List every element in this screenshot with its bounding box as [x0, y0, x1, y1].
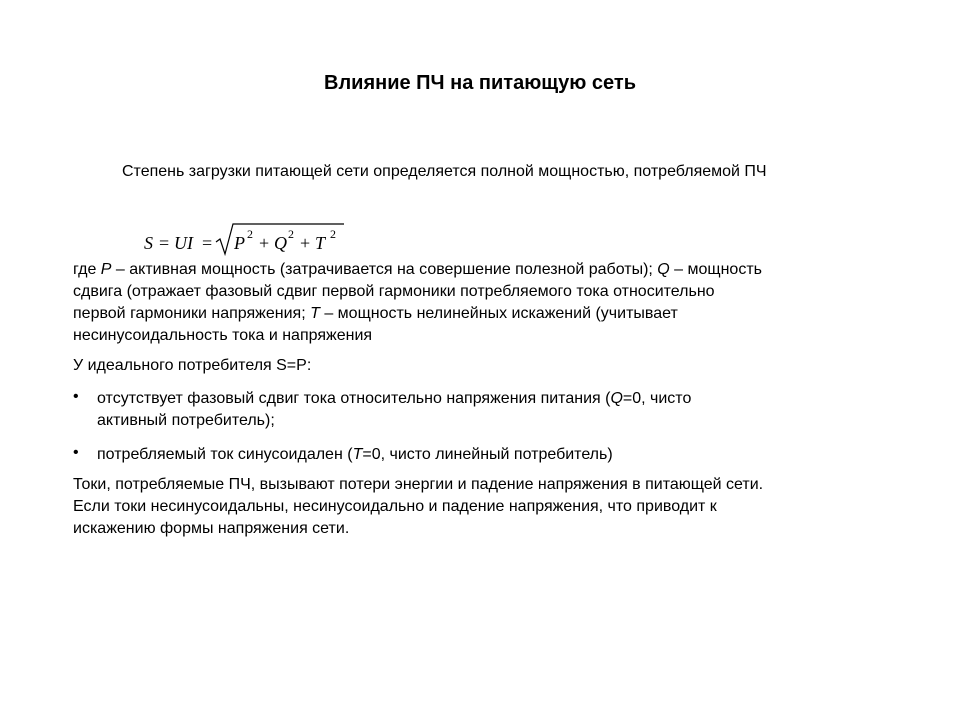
formula-q: Q	[274, 233, 287, 253]
formula-eq1: =	[159, 233, 170, 253]
formula-t: T	[315, 233, 326, 253]
power-formula	[144, 222, 354, 256]
var-t: T	[310, 305, 320, 322]
conclusion-line-3: искажению формы напряжения сети.	[73, 520, 350, 537]
definitions-line-2: сдвига (отражает фазовый сдвиг первой гармоники потребляемого тока относительно	[73, 283, 715, 300]
var-t: T	[352, 446, 363, 463]
bullet-item: • потребляемый ток синусоидален (T=0, чисто линейный потребитель)	[73, 444, 613, 463]
bullet-item: • отсутствует фазовый сдвиг тока относительно напряжения питания (Q=0, чисто активный потребитель);	[73, 388, 692, 429]
formula-exp-q: 2	[288, 227, 294, 241]
ideal-consumer-heading: У идеального потребителя S=P:	[73, 357, 312, 374]
formula-eq2: =	[202, 233, 213, 253]
formula-plus1: +	[259, 233, 270, 253]
conclusion-line-2: Если токи несинусоидальны, несинусоидально и падение напряжения, что приводит к	[73, 498, 717, 515]
definitions-paragraph	[73, 259, 893, 347]
definitions-line-4: несинусоидальность тока и напряжения	[73, 327, 373, 344]
var-q: Q	[610, 390, 623, 407]
bullet-symbol: •	[73, 444, 79, 461]
definitions-line-1: где P – активная мощность (затрачивается на совершение полезной работы); Q – мощность	[73, 261, 762, 278]
definitions-line-3: первой гармоники напряжения; T – мощность нелинейных искажений (учитывает	[73, 305, 678, 322]
formula-plus2: +	[300, 233, 311, 253]
slide-title: Влияние ПЧ на питающую сеть	[324, 72, 636, 94]
conclusion-paragraph	[73, 474, 893, 540]
var-q: Q	[657, 261, 670, 278]
formula-exp-p: 2	[247, 227, 253, 241]
intro-text: Степень загрузки питающей сети определяется полной мощностью, потребляемой ПЧ	[122, 163, 767, 180]
formula-s: S	[144, 233, 153, 253]
bullet-symbol: •	[73, 388, 79, 405]
formula-p: P	[234, 233, 245, 253]
formula-exp-t: 2	[330, 227, 336, 241]
bullet-list	[73, 388, 893, 478]
conclusion-line-1: Токи, потребляемые ПЧ, вызывают потери энергии и падение напряжения в питающей сети.	[73, 476, 764, 493]
formula-ui: UI	[174, 233, 193, 253]
var-p: P	[100, 261, 112, 278]
